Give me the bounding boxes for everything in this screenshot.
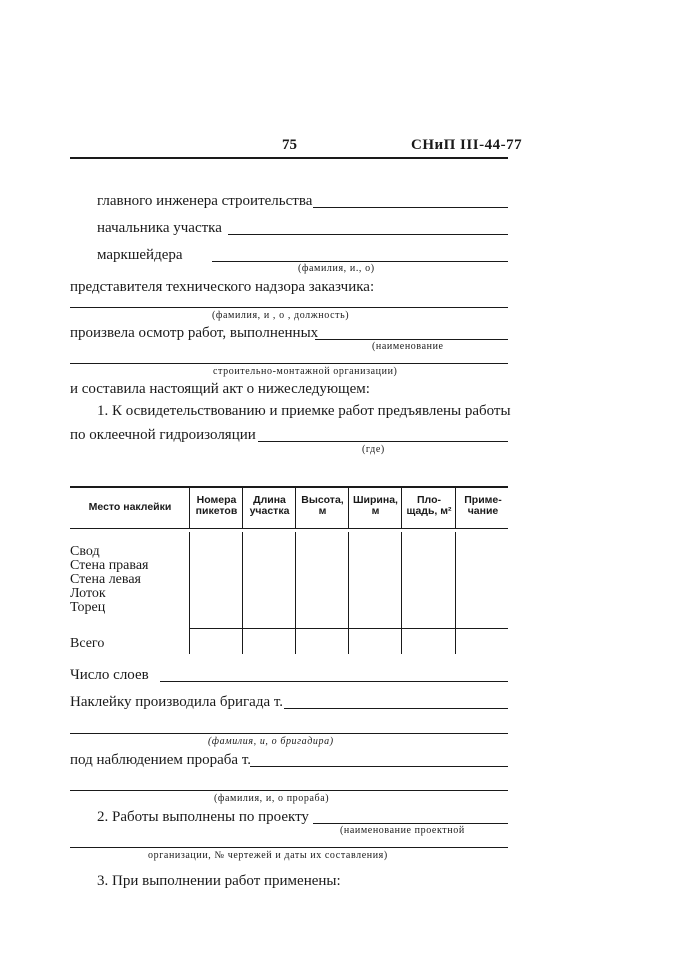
act-intro: и составила настоящий акт о нижеследующем: (70, 381, 370, 397)
surveyor-label: маркшейдера (97, 247, 183, 263)
table-col-divider (189, 532, 190, 654)
org-caption-2: строительно-монтажной организации) (213, 366, 398, 377)
table-row-label: Стена правая (70, 558, 149, 573)
item-3: 3. При выполнении работ применены: (97, 873, 341, 889)
inspected-label: произвела осмотр работ, выполненных (70, 325, 319, 341)
surveyor-field[interactable] (212, 261, 508, 262)
brigade-caption: (фамилия, и, о бригадира) (208, 736, 334, 747)
page-number: 75 (282, 137, 297, 153)
org-caption-1: (наименование (372, 341, 444, 352)
table-col-divider (401, 487, 402, 528)
table-col-divider (295, 487, 296, 528)
project-field[interactable] (313, 823, 508, 824)
brigade-label: Наклейку производила бригада т. (70, 694, 284, 710)
foreman-field[interactable] (250, 766, 508, 767)
table-row-label: Стена левая (70, 572, 141, 587)
col-header-length: Длина участка (249, 494, 290, 517)
foreman-field-2[interactable] (70, 790, 508, 791)
document-code: СНиП III-44-77 (411, 137, 523, 153)
customer-rep-label: представителя технического надзора заказчика: (70, 279, 375, 295)
table-top-rule (70, 486, 508, 488)
col-header-height: Высота, м (301, 494, 344, 517)
chief-engineer-label: главного инженера строительства (97, 193, 313, 209)
total-row-rule (189, 628, 508, 629)
org-field[interactable] (70, 363, 508, 364)
layers-field[interactable] (160, 681, 508, 682)
surveyor-caption: (фамилия, и., о) (298, 263, 375, 274)
item-1: 1. К освидетельствованию и приемке работ предъявлены работы (97, 403, 511, 419)
table-header-rule (70, 528, 508, 529)
item-2: 2. Работы выполнены по проекту (97, 809, 309, 825)
table-col-divider (401, 532, 402, 654)
item-1-field[interactable] (258, 441, 508, 442)
col-header-area: Пло-щадь, м² (406, 494, 452, 517)
foreman-label: под наблюдением прораба т. (70, 752, 251, 768)
table-col-divider (348, 532, 349, 654)
header-rule (70, 157, 508, 159)
inspected-field[interactable] (315, 339, 508, 340)
table-row-label: Лоток (70, 586, 106, 601)
col-header-note: Приме-чание (464, 494, 502, 517)
col-header-location: Место наклейки (88, 501, 172, 513)
brigade-field[interactable] (284, 708, 508, 709)
table-total-label: Всего (70, 636, 105, 651)
project-caption-1: (наименование проектной (340, 825, 465, 836)
foreman-caption: (фамилия, и, о прораба) (214, 793, 330, 804)
site-chief-label: начальника участка (97, 220, 222, 236)
where-caption: (где) (362, 444, 385, 455)
brigade-field-2[interactable] (70, 733, 508, 734)
table-col-divider (242, 487, 243, 528)
table-col-divider (455, 532, 456, 654)
col-header-pickets: Номера пикетов (195, 494, 238, 517)
table-row-label: Свод (70, 544, 100, 559)
project-caption-2: организации, № чертежей и даты их составления) (148, 850, 388, 861)
layers-label: Число слоев (70, 667, 149, 683)
site-chief-field[interactable] (228, 234, 508, 235)
customer-caption: (фамилия, и , о , должность) (212, 310, 350, 321)
table-col-divider (295, 532, 296, 654)
table-col-divider (189, 487, 190, 528)
table-col-divider (348, 487, 349, 528)
chief-engineer-field[interactable] (313, 207, 508, 208)
project-field-2[interactable] (70, 847, 508, 848)
table-row-label: Торец (70, 600, 106, 615)
table-col-divider (455, 487, 456, 528)
table-col-divider (242, 532, 243, 654)
col-header-width: Ширина, м (353, 494, 398, 517)
item-1-continuation: по оклеечной гидроизоляции (70, 427, 256, 443)
customer-rep-field[interactable] (70, 307, 508, 308)
